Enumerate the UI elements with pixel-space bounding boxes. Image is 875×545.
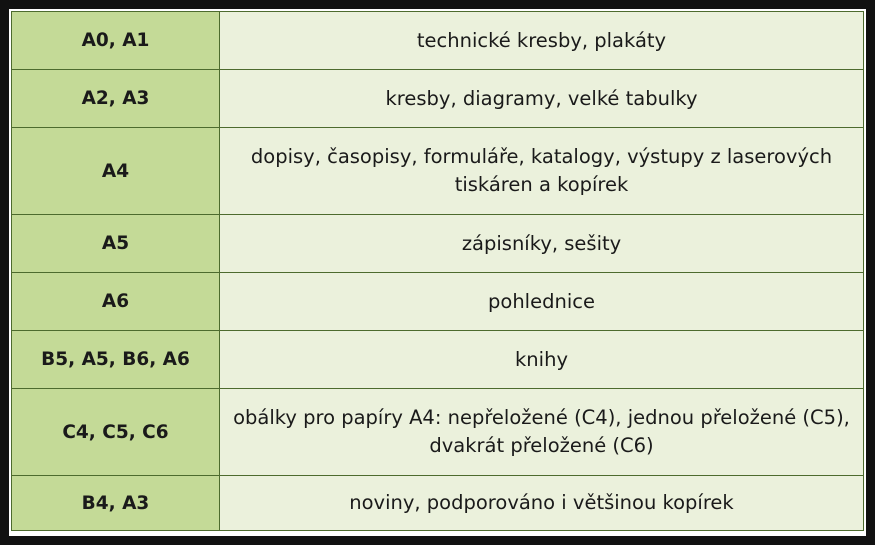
format-cell: A5 bbox=[12, 215, 220, 273]
usage-cell: noviny, podporováno i většinou kopírek bbox=[220, 476, 864, 531]
usage-cell: obálky pro papíry A4: nepřeložené (C4), jednou přeložené (C5), dvakrát přeložené (C6) bbox=[220, 389, 864, 476]
usage-cell: kresby, diagramy, velké tabulky bbox=[220, 70, 864, 128]
format-cell: B4, A3 bbox=[12, 476, 220, 531]
usage-cell: zápisníky, sešity bbox=[220, 215, 864, 273]
table-row bbox=[12, 331, 864, 389]
usage-cell: pohlednice bbox=[220, 273, 864, 331]
format-cell: A6 bbox=[12, 273, 220, 331]
usage-cell: technické kresby, plakáty bbox=[220, 12, 864, 70]
usage-cell: knihy bbox=[220, 331, 864, 389]
table-row bbox=[12, 215, 864, 273]
table-row bbox=[12, 476, 864, 531]
table-row bbox=[12, 12, 864, 70]
table-row bbox=[12, 273, 864, 331]
usage-cell: dopisy, časopisy, formuláře, katalogy, výstupy z laserových tiskáren a kopírek bbox=[220, 128, 864, 215]
paper-format-table bbox=[11, 11, 864, 531]
table-row bbox=[12, 70, 864, 128]
format-cell: A4 bbox=[12, 128, 220, 215]
table-row bbox=[12, 389, 864, 476]
format-cell: A2, A3 bbox=[12, 70, 220, 128]
format-cell: B5, A5, B6, A6 bbox=[12, 331, 220, 389]
table-row bbox=[12, 128, 864, 215]
format-cell: A0, A1 bbox=[12, 12, 220, 70]
format-cell: C4, C5, C6 bbox=[12, 389, 220, 476]
